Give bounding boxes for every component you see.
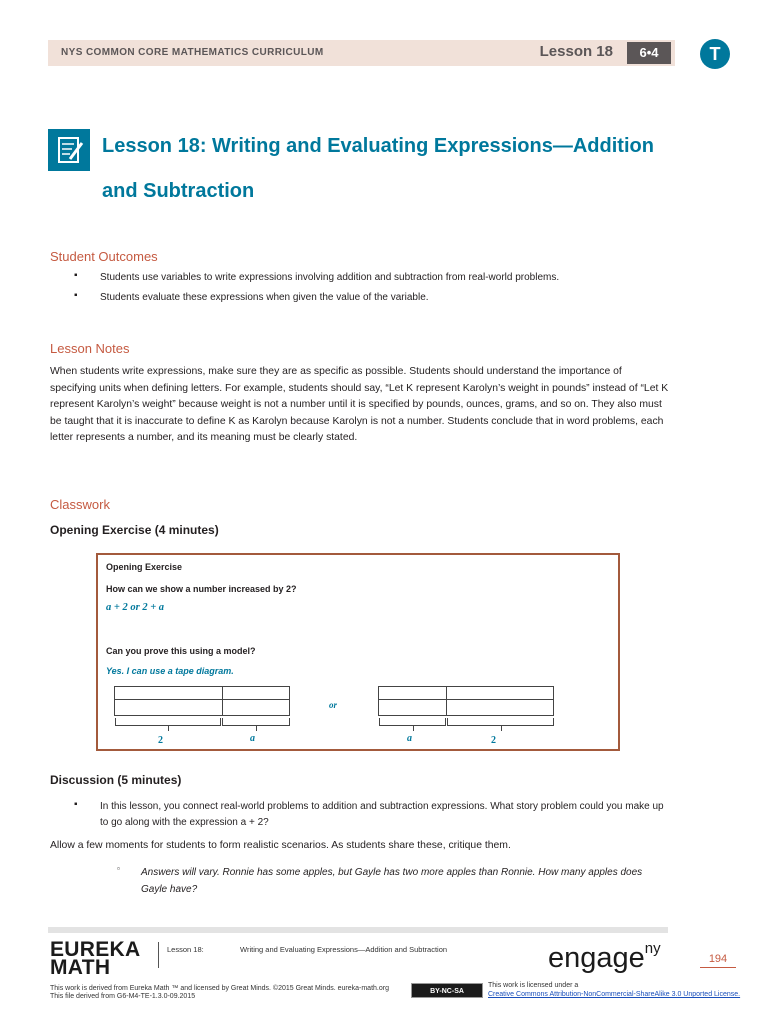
lesson-notebook-icon xyxy=(48,129,90,171)
discussion-title: Discussion (5 minutes) xyxy=(50,773,182,787)
footer-divider xyxy=(48,927,668,933)
engage-text: engage xyxy=(548,942,645,974)
bullet-icon: ▪ xyxy=(74,799,78,810)
tape-diagram-1 xyxy=(114,686,290,716)
tape-label: a xyxy=(407,733,412,744)
license-link[interactable]: Creative Commons Attribution-NonCommercial-ShareAlike 3.0 Unported License. xyxy=(488,991,741,998)
header-bar xyxy=(48,40,675,66)
sub-bullet-icon: ▫ xyxy=(117,864,120,873)
logo-line-2: MATH xyxy=(50,956,111,979)
derived-note-2: This file derived from G6-M4-TE-1.3.0-09.2015 xyxy=(50,993,196,1000)
answer-2: Yes. I can use a tape diagram. xyxy=(106,666,234,676)
bullet-icon: ▪ xyxy=(74,290,78,301)
outcome-item: Students use variables to write expressions involving addition and subtraction from real-world problems. xyxy=(100,272,560,283)
ny-text: ny xyxy=(644,940,661,957)
footer-separator xyxy=(158,942,159,968)
lesson-number: Lesson 18 xyxy=(539,43,613,60)
page-number: 194 xyxy=(700,953,736,968)
tape-label: a xyxy=(250,733,255,744)
lesson-notes-heading: Lesson Notes xyxy=(50,341,130,356)
cc-license-badge[interactable]: BY-NC-SA xyxy=(411,983,483,998)
license-text: This work is licensed under a xyxy=(488,982,579,989)
page-title: Lesson 18: Writing and Evaluating Expressions—Addition and Subtraction xyxy=(102,135,654,202)
discussion-bullet: In this lesson, you connect real-world problems to addition and subtraction expressions. What story problem could you make up to go along with the expression a + 2? xyxy=(100,801,664,828)
opening-exercise-title: Opening Exercise (4 minutes) xyxy=(50,523,219,537)
engageny-logo xyxy=(548,940,661,975)
answer-1: a + 2 or 2 + a xyxy=(106,602,165,613)
student-outcomes-heading: Student Outcomes xyxy=(50,249,158,264)
derived-note-1: This work is derived from Eureka Math ™ and licensed by Great Minds. ©2015 Great Minds. eureka-math.org xyxy=(50,985,389,992)
question-2: Can you prove this using a model? xyxy=(106,646,256,656)
module-badge: 6•4 xyxy=(627,42,671,64)
question-1: How can we show a number increased by 2? xyxy=(106,584,297,594)
tape-label: 2 xyxy=(158,735,163,746)
box-title: Opening Exercise xyxy=(106,562,183,572)
logo-line-1: EUREKA xyxy=(50,938,141,961)
eureka-math-logo xyxy=(50,938,141,979)
curriculum-label: NYS COMMON CORE MATHEMATICS CURRICULUM xyxy=(61,47,324,58)
allow-text: Allow a few moments for students to form realistic scenarios. As students share these, critique them. xyxy=(50,840,511,851)
opening-exercise-box xyxy=(96,553,620,751)
brace-icon xyxy=(115,718,221,726)
answer-bullet: Answers will vary. Ronnie has some apples, but Gayle has two more apples than Ronnie. How many apples does Gayle have? xyxy=(141,867,643,895)
tape-label: 2 xyxy=(491,735,496,746)
brace-icon xyxy=(379,718,446,726)
teacher-badge-icon: T xyxy=(700,39,730,69)
bullet-icon: ▪ xyxy=(74,270,78,281)
lesson-notes-text: When students write expressions, make sure they are as specific as possible. Students should understand the importance of specifying units when defining letters. For example, students should say, “Let K represent Karolyn’s weight in pounds” instead of “Let K represent Karolyn’s weight” because weight is not a number until it is specified by pounds, ounces, grams, and so on. They also must be taught that it is inaccurate to define K as Karolyn because Karolyn is not a number. Students conclude that in word problems, each letter represents a number, and its meaning must be clearly stated. xyxy=(50,366,669,444)
footer-lesson-title: Writing and Evaluating Expressions—Addition and Subtraction xyxy=(240,945,448,954)
footer-lesson-label: Lesson 18: xyxy=(167,945,204,954)
or-label: or xyxy=(329,700,338,710)
classwork-heading: Classwork xyxy=(50,497,110,512)
brace-icon xyxy=(447,718,554,726)
tape-diagram-2 xyxy=(378,686,554,716)
outcome-item: Students evaluate these expressions when given the value of the variable. xyxy=(100,292,429,303)
brace-icon xyxy=(222,718,290,726)
